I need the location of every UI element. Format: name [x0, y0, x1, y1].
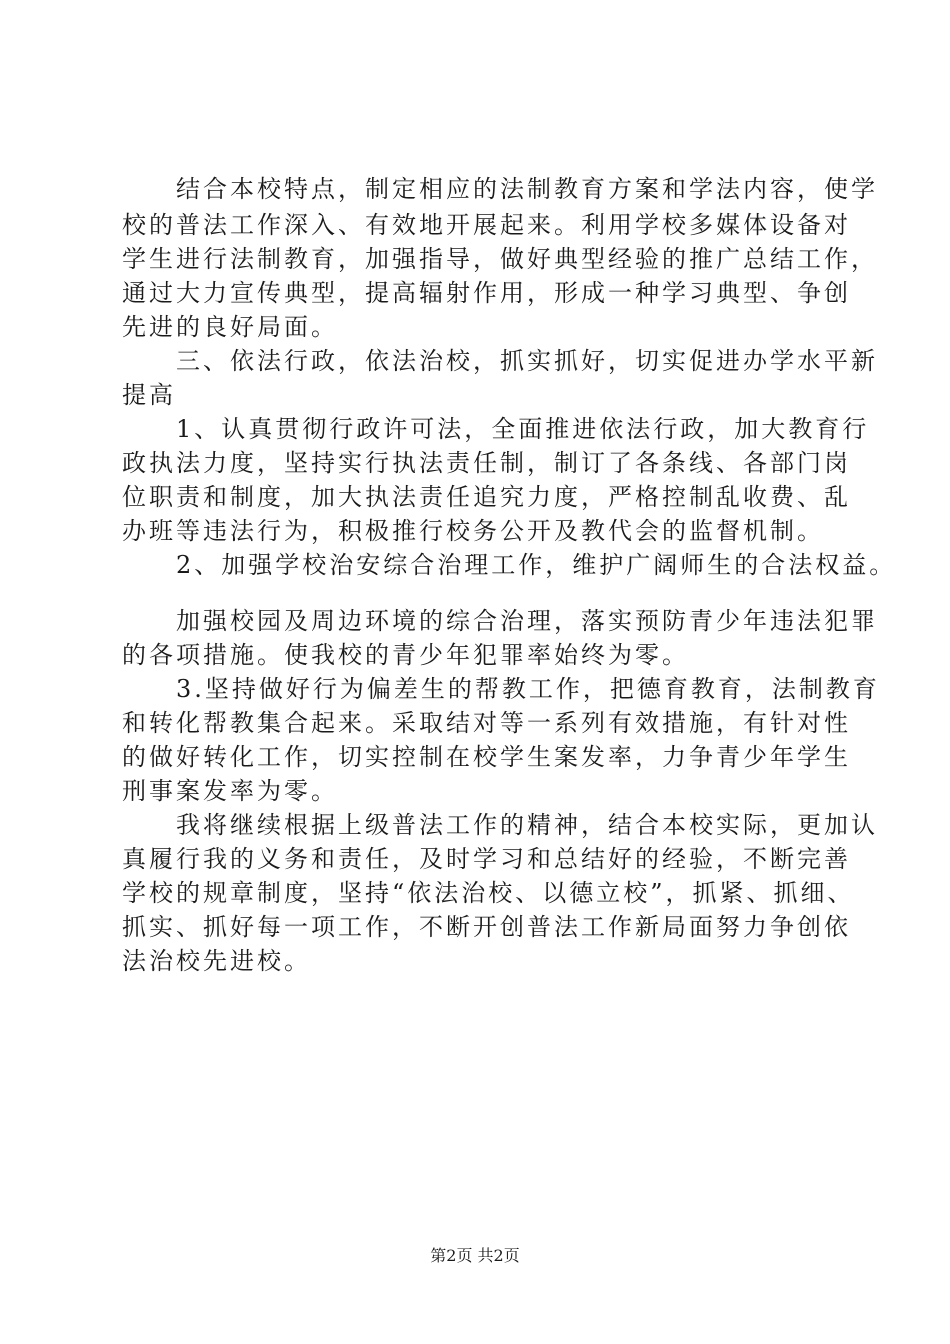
text-line: 学生进行法制教育，加强指导，做好典型经验的推广总结工作， — [122, 245, 878, 273]
text-line: 政执法力度，坚持实行执法责任制，制订了各条线、各部门岗 — [122, 449, 851, 477]
page-footer: 第2页 共2页 — [430, 1246, 520, 1265]
text-line: 和转化帮教集合起来。采取结对等一系列有效措施，有针对性 — [122, 709, 851, 737]
text-line: 的各项措施。使我校的青少年犯罪率始终为零。 — [122, 641, 689, 669]
text-line: 1、认真贯彻行政许可法，全面推进依法行政，加大教育行 — [176, 415, 870, 443]
text-line: 先进的良好局面。 — [122, 313, 338, 341]
text-line: 办班等违法行为，积极推行校务公开及教代会的监督机制。 — [122, 517, 824, 545]
text-line: 的做好转化工作，切实控制在校学生案发率，力争青少年学生 — [122, 743, 851, 771]
text-line: 2、加强学校治安综合治理工作，维护广阔师生的合法权益。 — [176, 551, 897, 579]
section-heading: 提高 — [122, 381, 176, 409]
text-line: 真履行我的义务和责任，及时学习和总结好的经验，不断完善 — [122, 845, 851, 873]
text-line: 抓实、抓好每一项工作，不断开创普法工作新局面努力争创依 — [122, 913, 851, 941]
text-line: 结合本校特点，制定相应的法制教育方案和学法内容，使学 — [176, 175, 878, 203]
text-line: 位职责和制度，加大执法责任追究力度，严格控制乱收费、乱 — [122, 483, 851, 511]
section-heading: 三、依法行政，依法治校，抓实抓好，切实促进办学水平新 — [176, 347, 878, 375]
text-line: 学校的规章制度，坚持“依法治校、以德立校”，抓紧、抓细、 — [122, 879, 855, 907]
text-line: 校的普法工作深入、有效地开展起来。利用学校多媒体设备对 — [122, 211, 851, 239]
text-line: 通过大力宣传典型，提高辐射作用，形成一种学习典型、争创 — [122, 279, 851, 307]
text-line: 刑事案发率为零。 — [122, 777, 338, 805]
text-line: 我将继续根据上级普法工作的精神，结合本校实际，更加认 — [176, 811, 878, 839]
text-line: 3.坚持做好行为偏差生的帮教工作，把德育教育，法制教育 — [176, 675, 880, 703]
text-line: 加强校园及周边环境的综合治理，落实预防青少年违法犯罪 — [176, 607, 878, 635]
text-line: 法治校先进校。 — [122, 947, 311, 975]
